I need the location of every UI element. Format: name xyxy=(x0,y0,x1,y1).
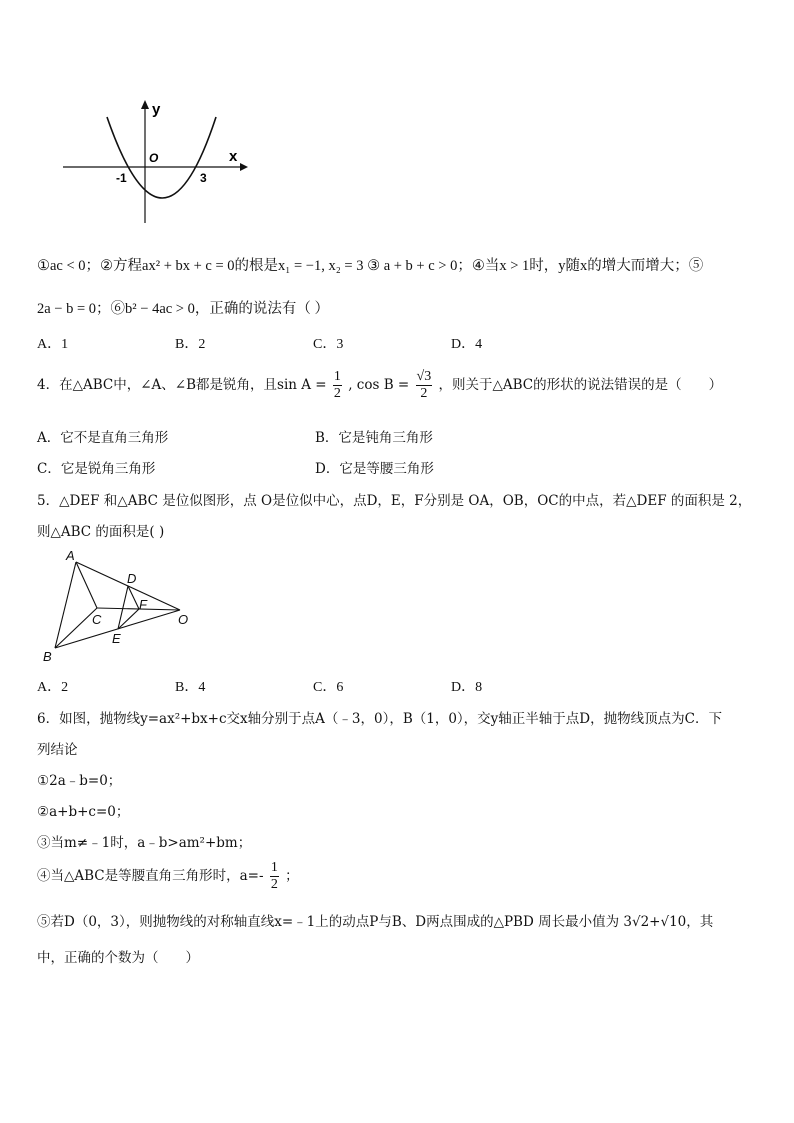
q4-frac1-numerator: 1 xyxy=(333,369,341,384)
q4-stem xyxy=(37,369,722,402)
q4-sin-fraction xyxy=(333,369,342,402)
label-E: E xyxy=(112,631,121,646)
q3-option-d[interactable]: D．4 xyxy=(451,337,483,352)
q6-item-5: ⑤若D（0，3），则抛物线的对称轴直线x=﹣1上的动点P与B、D两点围成的△PBD 周长最小值为 3√2+√10，其 xyxy=(37,914,714,930)
q6-item4-denominator: 2 xyxy=(270,877,278,892)
q3-option-a[interactable]: A．1 xyxy=(37,337,69,352)
q3-statements-line2: 2a − b = 0；⑥b² − 4ac > 0，正确的说法有（ ） xyxy=(37,301,329,317)
q5-option-d[interactable]: D．8 xyxy=(451,680,483,695)
q5-option-b[interactable]: B．4 xyxy=(175,680,206,695)
origin-label: O xyxy=(149,151,159,165)
q6-item4-fraction xyxy=(270,860,279,893)
q4-cos-fraction xyxy=(416,369,433,402)
q5-stem-line2: 则△ABC 的面积是( ) xyxy=(37,524,165,540)
q4-option-b[interactable]: B．它是钝角三角形 xyxy=(315,430,433,446)
q6-item-3: ③当m≠﹣1时，a﹣b>am²+bm； xyxy=(37,835,252,851)
q6-item-2: ②a+b+c=0； xyxy=(37,804,130,820)
q6-stem-last: 中，正确的个数为（ ） xyxy=(37,950,199,966)
q3-statements-line1: ①ac < 0；②方程ax² + bx + c = 0的根是x₁ = −1, x₂ = 3 ③ a + b + c > 0；④当x > 1时，y随x的增大而增大；⑤ xyxy=(37,258,704,274)
label-C: C xyxy=(92,612,102,627)
q6-item4-suffix: ； xyxy=(285,868,299,884)
q4-option-c[interactable]: C．它是锐角三角形 xyxy=(37,461,156,477)
q4-stem-suffix: ，则关于△ABC的形状的说法错误的是（ ） xyxy=(438,377,723,393)
segment-AB xyxy=(55,562,76,648)
y-axis-arrow xyxy=(141,100,149,109)
q4-frac1-denominator: 2 xyxy=(333,386,341,401)
label-F: F xyxy=(139,597,147,612)
q4-stem-prefix: 4．在△ABC中，∠A、∠B都是锐角，且sin A = xyxy=(37,377,327,393)
q5-option-c[interactable]: C．6 xyxy=(313,680,344,695)
q6-stem-line2: 列结论 xyxy=(37,742,78,758)
q4-stem-mid: , cos B = xyxy=(348,377,410,393)
q4-option-d[interactable]: D．它是等腰三角形 xyxy=(315,461,434,477)
q4-frac2-numerator: √3 xyxy=(416,369,432,384)
segment-AC xyxy=(76,562,97,608)
label-D: D xyxy=(127,571,137,586)
root-right-label: 3 xyxy=(200,171,207,185)
q6-item4-prefix: ④当△ABC是等腰直角三角形时，a=- xyxy=(37,868,264,884)
parabola-graph xyxy=(55,95,255,230)
q6-item-1: ①2a﹣b=0； xyxy=(37,773,122,789)
homothety-figure xyxy=(40,548,200,668)
q3-option-c[interactable]: C．3 xyxy=(313,337,344,352)
q3-option-b[interactable]: B．2 xyxy=(175,337,206,352)
parabola-curve xyxy=(107,117,216,198)
q6-item-4 xyxy=(37,860,299,893)
x-axis-label: x xyxy=(229,148,238,165)
x-axis-arrow xyxy=(240,163,248,171)
segment-DE xyxy=(118,586,128,629)
q6-stem-line1: 6．如图，抛物线y=ax²+bx+c交x轴分别于点A（﹣3，0），B（1，0），交y轴正半轴于点D，抛物线顶点为C．下 xyxy=(37,711,722,727)
q4-option-a[interactable]: A．它不是直角三角形 xyxy=(37,430,169,446)
q5-option-a[interactable]: A．2 xyxy=(37,680,69,695)
q5-stem-line1: 5．△DEF 和△ABC 是位似图形，点 O是位似中心，点D，E，F分别是 OA，OB，OC的中点，若△DEF 的面积是 2， xyxy=(37,493,752,509)
root-left-label: -1 xyxy=(116,171,127,185)
q6-item4-numerator: 1 xyxy=(270,860,278,875)
segment-DF xyxy=(128,586,139,609)
label-A: A xyxy=(66,548,75,563)
y-axis-label: y xyxy=(152,101,161,118)
label-B: B xyxy=(43,649,52,664)
label-O: O xyxy=(178,612,189,627)
q4-frac2-denominator: 2 xyxy=(420,386,428,401)
